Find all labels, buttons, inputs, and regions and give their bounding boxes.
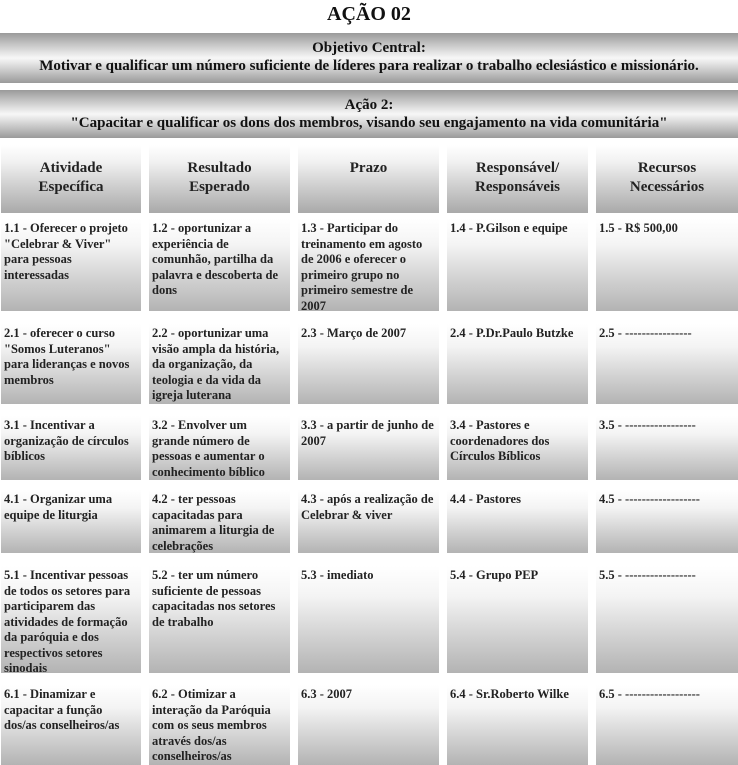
table-cell: 2.5 - ---------------- — [596, 324, 738, 404]
table-cell: 6.3 - 2007 — [298, 685, 439, 765]
objective-band — [0, 33, 738, 83]
table-cell: 4.3 - após a realização de Celebrar & viver — [298, 490, 439, 553]
table-cell: 1.5 - R$ 500,00 — [596, 219, 738, 311]
objective-label: Objetivo Central: — [312, 40, 426, 56]
table-cell: 6.1 - Dinamizar e capacitar a função dos/as conselheiros/as — [1, 685, 141, 765]
action-text: "Capacitar e qualificar os dons dos membros, visando seu engajamento na vida comunitária" — [70, 115, 668, 131]
table-cell: 1.3 - Participar do treinamento em agosto de 2006 e oferecer o primeiro grupo no primeiro semestre de 2007 — [298, 219, 439, 311]
table-cell: 1.1 - Oferecer o projeto "Celebrar & Viver" para pessoas interessadas — [1, 219, 141, 311]
table-cell: 5.4 - Grupo PEP — [447, 566, 588, 673]
table-cell: 4.5 - ------------------ — [596, 490, 738, 553]
page-title: AÇÃO 02 — [327, 3, 411, 25]
table-cell: 6.4 - Sr.Roberto Wilke — [447, 685, 588, 765]
table-cell: 4.1 - Organizar uma equipe de liturgia — [1, 490, 141, 553]
table-cell: 3.5 - ----------------- — [596, 416, 738, 480]
table-cell: 4.2 - ter pessoas capacitadas para animarem a liturgia de celebrações — [149, 490, 290, 553]
table-cell: 3.3 - a partir de junho de 2007 — [298, 416, 439, 480]
table-cell: 4.4 - Pastores — [447, 490, 588, 553]
header-responsible: Responsável/ Responsáveis — [447, 145, 588, 213]
header-activity: Atividade Específica — [1, 145, 141, 213]
header-deadline: Prazo — [298, 145, 439, 213]
action-label: Ação 2: — [344, 97, 394, 113]
table-cell: 2.3 - Março de 2007 — [298, 324, 439, 404]
table-cell: 5.2 - ter um número suficiente de pessoas capacitadas nos setores de trabalho — [149, 566, 290, 673]
table-cell: 3.4 - Pastores e coordenadores dos Círculos Bíblicos — [447, 416, 588, 480]
table-cell: 5.3 - imediato — [298, 566, 439, 673]
table-cell: 5.5 - ----------------- — [596, 566, 738, 673]
table-cell: 3.2 - Envolver um grande número de pessoas e aumentar o conhecimento bíblico — [149, 416, 290, 480]
action-band — [0, 90, 738, 138]
objective-text: Motivar e qualificar um número suficiente de líderes para realizar o trabalho eclesiástico e missionário. — [39, 58, 699, 74]
table-cell: 5.1 - Incentivar pessoas de todos os setores para participarem das atividades de formação da paróquia e dos respectivos setores sinodais — [1, 566, 141, 673]
table-cell: 6.5 - ------------------ — [596, 685, 738, 765]
table-cell: 2.2 - oportunizar uma visão ampla da história, da organização, da teologia e da vida da igreja luterana — [149, 324, 290, 404]
table-cell: 2.1 - oferecer o curso "Somos Luteranos" para lideranças e novos membros — [1, 324, 141, 404]
table-cell: 2.4 - P.Dr.Paulo Butzke — [447, 324, 588, 404]
header-expected-result: Resultado Esperado — [149, 145, 290, 213]
table-cell: 1.4 - P.Gilson e equipe — [447, 219, 588, 311]
table-cell: 6.2 - Otimizar a interação da Paróquia com os seus membros através dos/as conselheiros/as — [149, 685, 290, 765]
table-cell: 1.2 - oportunizar a experiência de comunhão, partilha da palavra e descoberta de dons — [149, 219, 290, 311]
table-cell: 3.1 - Incentivar a organização de círculos bíblicos — [1, 416, 141, 480]
header-resources: Recursos Necessários — [596, 145, 738, 213]
